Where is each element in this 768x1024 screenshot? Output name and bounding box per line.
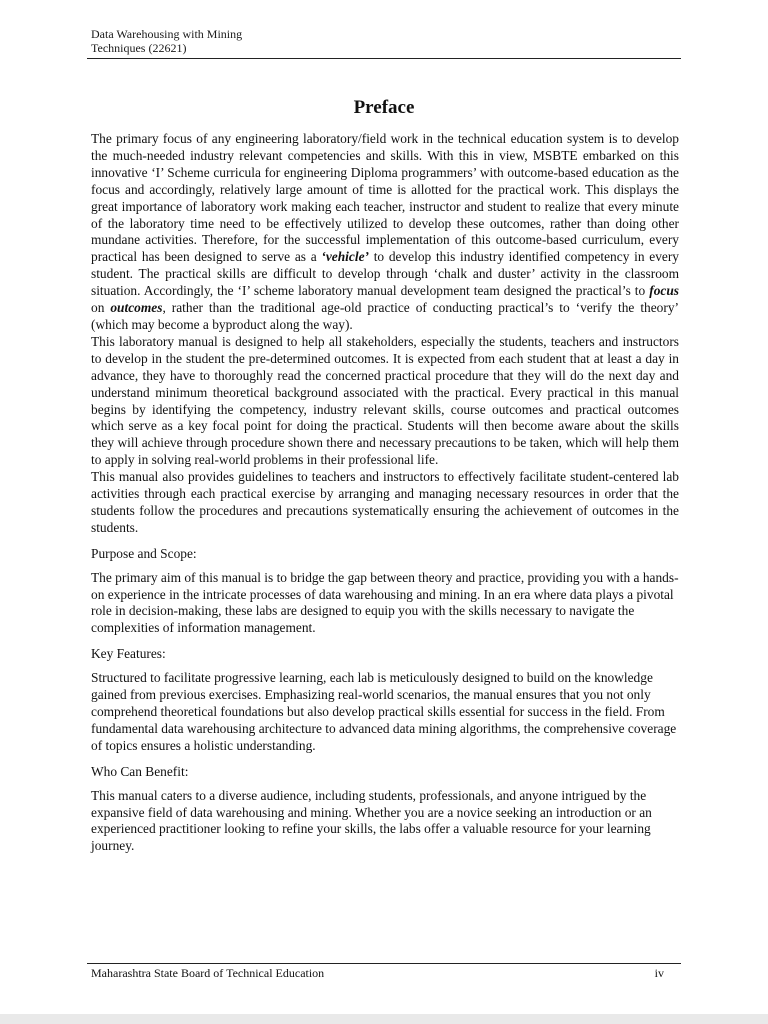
- header-course-title: Data Warehousing with Mining: [91, 27, 243, 41]
- intro-paragraph-3: This manual also provides guidelines to teachers and instructors to effectively facilitate student-centered lab activities through each practical exercise by arranging and managing necessary resources in order that the students follow the procedures and precautions systematically ensuring the achievement of outcomes in the students.: [91, 469, 679, 535]
- intro-paragraph-1: [91, 131, 679, 334]
- intro-p1-part-a: The primary focus of any engineering laboratory/field work in the technical education system is to develop the much-needed industry relevant competencies and skills. With this in view, MSBTE embarked on this innovative ‘I’ Scheme curricula for engineering Diploma programmers’ with outcome-based education as the focus and accordingly, relatively large amount of time is allotted for the practical work. This displays the great importance of laboratory work making each teacher, instructor and student to realize that every minute of the laboratory time need to be effectively utilized to develop these outcomes, rather than doing other mundane activities. Therefore, for the successful implementation of this outcome-based curriculum, every practical has been designed to serve as a: [91, 131, 679, 265]
- footer-divider: [87, 963, 681, 964]
- emphasis-vehicle: ‘vehicle’: [321, 249, 369, 265]
- page-title: Preface: [353, 97, 415, 118]
- header-course-code: Techniques (22621): [91, 41, 187, 55]
- section-text-features: Structured to facilitate progressive learning, each lab is meticulously designed to build on the knowledge gained from previous exercises. Emphasizing real-world scenarios, the manual ensures that you not only comprehend theoretical foundations but also develop practical skills essential for success in the field. From fundamental data warehousing architecture to advanced data mining algorithms, the comprehensive coverage of topics ensures a holistic understanding.: [91, 670, 677, 753]
- footer-publisher: Maharashtra State Board of Technical Education: [91, 966, 325, 980]
- section-text-purpose: The primary aim of this manual is to bridge the gap between theory and practice, providing you with a hands-on experience in the intricate processes of data warehousing and mining. In an era where data plays a pivotal role in decision-making, these labs are designed to equip you with the skills necessary to navigate the complexities of information management.: [91, 569, 679, 636]
- intro-paragraph-2: This laboratory manual is designed to help all stakeholders, especially the students, teachers and instructors to develop in the student the pre-determined outcomes. It is expected from each student that at least a day in advance, they have to thoroughly read the concerned practical procedure that they will do the next day and understand minimum theoretical background associated with the practical. Every practical in this manual begins by identifying the competency, industry relevant skills, course outcomes and practical outcomes which serve as a key focal point for doing the practical. Students will then become aware about the skills they will achieve through procedure shown there and necessary precautions to be taken, which will help them to apply in solving real-world problems in their professional life.: [91, 333, 679, 468]
- intro-p1-on: on: [91, 300, 111, 316]
- page-number: iv: [654, 966, 664, 980]
- section-text-audience: This manual caters to a diverse audience, including students, professionals, and anyone intrigued by the expansive field of data warehousing and mining. Whether you are a novice seeking an introduction or an experienced practitioner looking to refine your skills, the labs offer a valuable resource for your learning journey.: [91, 787, 652, 854]
- page-bottom-edge: [0, 1014, 768, 1024]
- section-heading-audience: Who Can Benefit:: [91, 763, 189, 779]
- header-divider: [87, 58, 681, 59]
- emphasis-outcomes: outcomes: [110, 300, 163, 316]
- intro-p1-part-b: to develop this industry identified competency in every student. The practical skills are difficult to develop through ‘chalk and duster’ activity in the classroom situation. Accordingly, the ‘I’ scheme laboratory manual development team designed the practical’s to: [91, 249, 679, 299]
- section-heading-purpose: Purpose and Scope:: [91, 545, 197, 561]
- running-header: [91, 27, 681, 55]
- section-heading-features: Key Features:: [91, 646, 166, 662]
- emphasis-focus: focus: [649, 283, 679, 299]
- body-text: [91, 131, 679, 863]
- intro-p1-part-c: , rather than the traditional age-old practice of conducting practical’s to ‘verify the theory’ (which may become a byproduct along the way).: [91, 300, 679, 332]
